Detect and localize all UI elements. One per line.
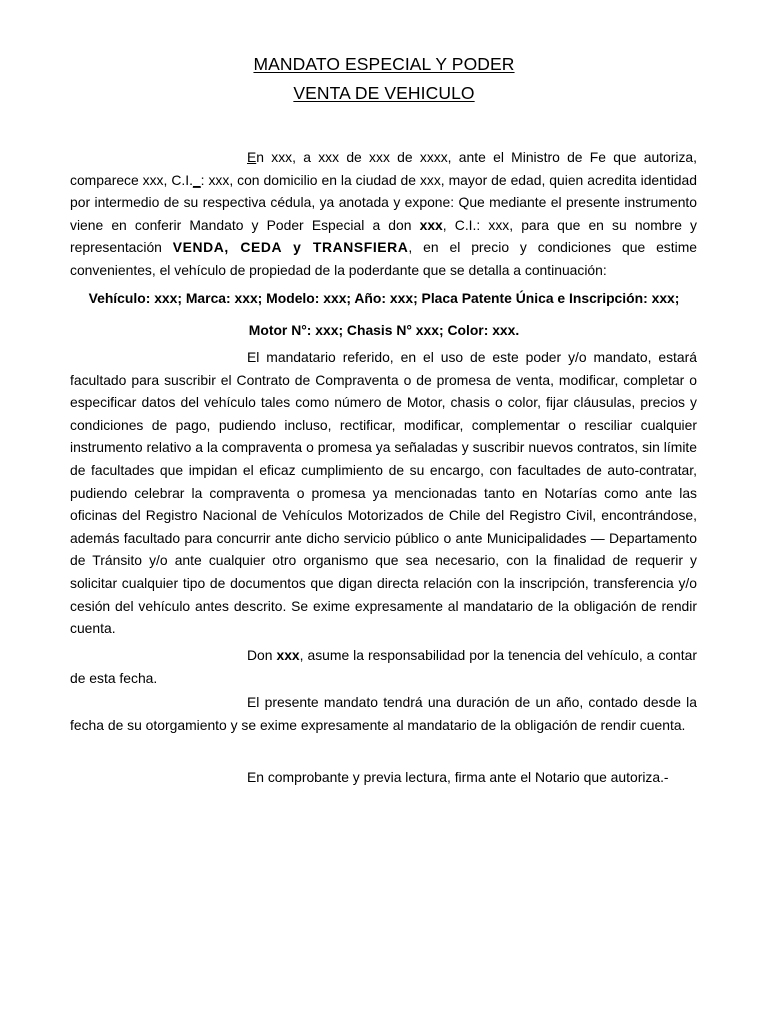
paragraph-responsibility-text-b: , asume la responsabilidad por la tenencia del vehículo, a contar de esta fecha.	[70, 647, 697, 686]
paragraph-closing-text: En comprobante y previa lectura, firma ante el Notario que autoriza.-	[247, 769, 669, 785]
paragraph-powers	[70, 346, 697, 640]
paragraph-duration-text: El presente mandato tendrá una duración de un año, contado desde la fecha de su otorgamiento y se exime expresamente al mandatario de la obligación de rendir cuenta.	[70, 694, 697, 733]
responsible-name: xxx	[276, 647, 300, 663]
paragraph-duration	[70, 691, 697, 736]
paragraph-appearance-text-d: , en el precio y condiciones que estime convenientes, el vehículo de propiedad de la poderdante que se detalla a continuación:	[70, 239, 697, 278]
vehicle-details-line-1: Vehículo: xxx; Marca: xxx; Modelo: xxx; Año: xxx; Placa Patente Única e Inscripción: xxx;	[88, 290, 680, 306]
document-title-line-1: MANDATO ESPECIAL Y PODER	[253, 54, 515, 74]
paragraph-appearance-text-b: : xxx, con domicilio en la ciudad de xxx, mayor de edad, quien acredita identidad por intermedio de su respectiva cédula, ya anotada y expone: Que mediante el presente instrumento viene en conferir Mandato y Poder Especial a don	[70, 171, 697, 233]
granted-actions: VENDA, CEDA y TRANSFIERA	[172, 239, 409, 256]
document-title-line-2: VENTA DE VEHICULO	[293, 83, 475, 103]
paragraph-appearance	[70, 146, 697, 282]
vehicle-details-line-2: Motor N°: xxx; Chasis N° xxx; Color: xxx.	[248, 322, 520, 338]
paragraph-appearance-text-a: n xxx, a xxx de xxx de xxxx, ante el Ministro de Fe que autoriza, comparece xxx, C.I.	[70, 149, 697, 188]
paragraph-responsibility	[70, 644, 697, 689]
mandatary-name: xxx	[419, 216, 443, 233]
ci-blank: _	[192, 171, 201, 188]
paragraph-appearance-text-c: , C.I.: xxx, para que en su nombre y representación	[70, 216, 697, 256]
paragraph-responsibility-text-a: Don	[247, 647, 277, 663]
paragraph-closing	[70, 766, 697, 789]
initial-letter: E	[247, 149, 257, 165]
paragraph-powers-text: El mandatario referido, en el uso de este poder y/o mandato, estará facultado para suscribir el Contrato de Compraventa o de promesa de venta, modificar, completar o especificar datos del vehículo tales como número de Motor, chasis o color, fijar cláusulas, precios y condiciones de pago, pudiendo incluso, rectificar, modificar, complementar o resciliar cualquier instrumento relativo a la compraventa o promesa ya señaladas y suscribir nuevos contratos, sin límite de facultades que impidan el eficaz cumplimiento de su encargo, con facultades de auto-contratar, pudiendo celebrar la compraventa o promesa ya mencionadas tanto en Notarías como ante las oficinas del Registro Nacional de Vehículos Motorizados de Chile del Registro Civil, encontrándose, además facultado para concurrir ante dicho servicio público o ante Municipalidades — Departamento de Tránsito y/o ante cualquier otro organismo que sea necesario, con la finalidad de requerir y solicitar cualquier tipo de documentos que digan directa relación con la inscripción, transferencia y/o cesión del vehículo antes descrito. Se exime expresamente al mandatario de la obligación de rendir cuenta.	[70, 349, 697, 637]
